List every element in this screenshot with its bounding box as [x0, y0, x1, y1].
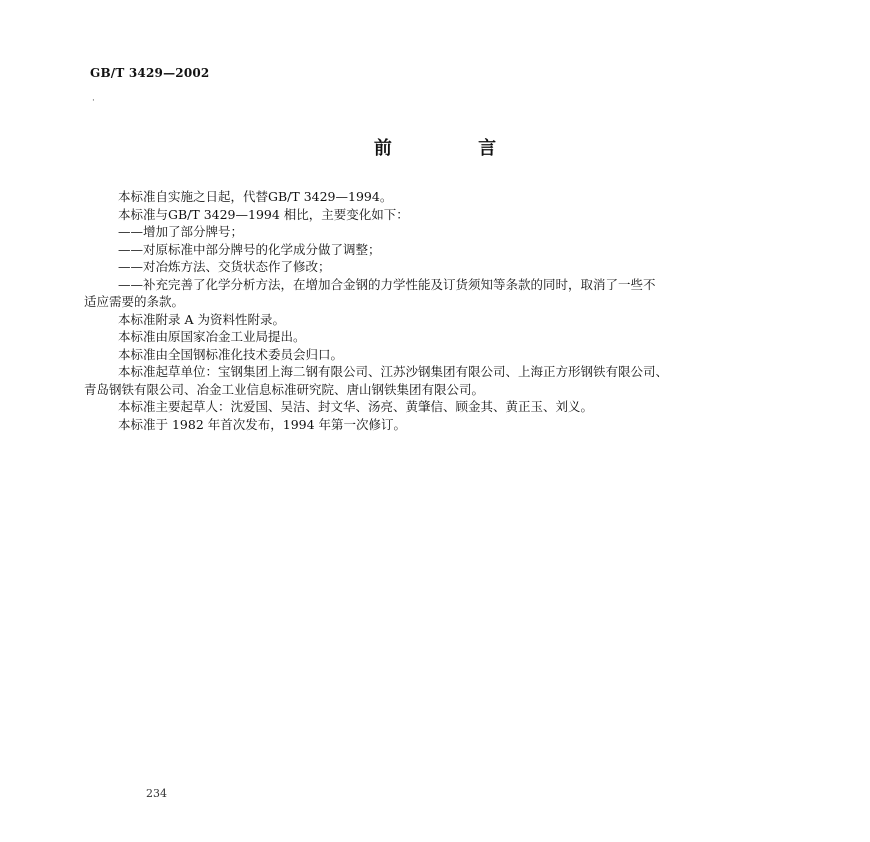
paragraph-appendix: 本标准附录 A 为资料性附录。 — [118, 311, 285, 327]
change-item-analysis: ——补充完善了化学分析方法，在增加合金钢的力学性能及订货须知等条款的同时，取消了一些不 — [118, 276, 656, 292]
change-item-composition: ——对原标准中部分牌号的化学成分做了调整； — [118, 241, 381, 257]
change-item-analysis-cont: 适应需要的条款。 — [84, 294, 185, 309]
change-item-smelting: ——对冶炼方法、交货状态作了修改； — [118, 259, 331, 274]
paragraph-replacement: 本标准自实施之日起，代替GB/T 3429—1994。 — [118, 189, 393, 204]
paragraph-changes-intro: 本标准与GB/T 3429—1994 相比，主要变化如下： — [118, 206, 409, 222]
page-number: 234 — [146, 787, 167, 800]
paragraph-managed-by: 本标准由全国钢标准化技术委员会归口。 — [118, 346, 344, 362]
paragraph-drafters: 本标准主要起草人：沈爱国、吴洁、封文华、汤亮、黄肇信、顾金其、黄正玉、刘义。 — [118, 399, 594, 414]
change-item-grades: ——增加了部分牌号； — [118, 224, 244, 239]
page-title: 前 言 — [373, 138, 537, 159]
paragraph-drafting-units: 本标准起草单位：宝钢集团上海二钢有限公司、江苏沙钢集团有限公司、上海正方形钢铁有限公司、 — [118, 364, 669, 379]
header-mark: · — [92, 96, 95, 106]
paragraph-history: 本标准于 1982 年首次发布，1994 年第一次修订。 — [118, 416, 407, 432]
standard-code: GB/T 3429—2002 — [90, 66, 210, 80]
paragraph-proposed-by: 本标准由原国家冶金工业局提出。 — [118, 329, 306, 344]
foreword-body — [84, 188, 788, 433]
paragraph-drafting-units-cont: 青岛钢铁有限公司、冶金工业信息标准研究院、唐山钢铁集团有限公司。 — [84, 381, 485, 397]
